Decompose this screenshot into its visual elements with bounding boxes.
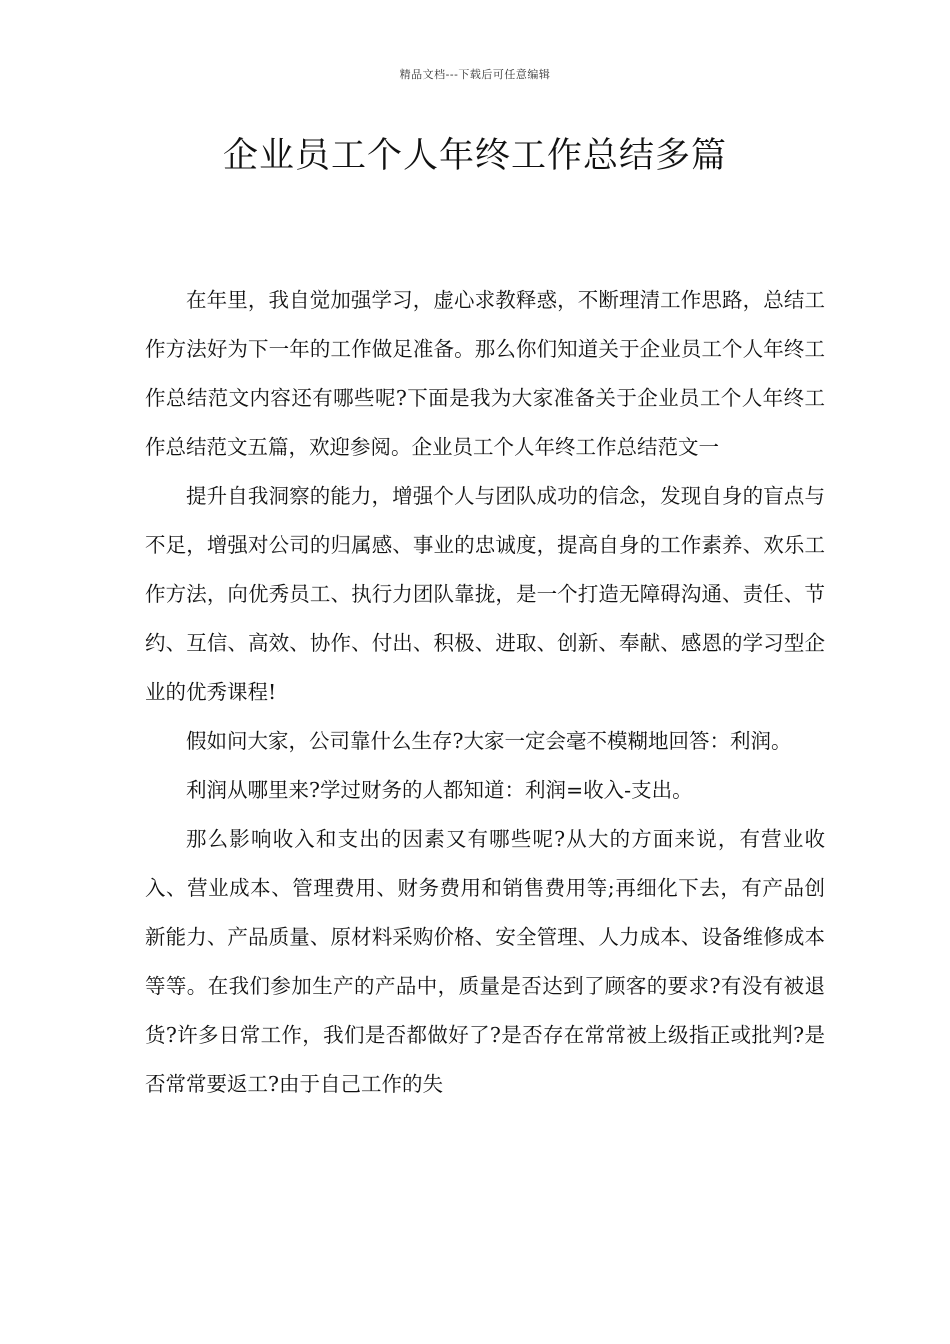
paragraph: 利润从哪里来?学过财务的人都知道：利润=收入-支出。 <box>186 778 693 802</box>
document-body <box>145 276 825 1109</box>
paragraph: 假如问大家，公司靠什么生存?大家一定会毫不模糊地回答：利润。 <box>186 729 792 753</box>
paragraph: 那么影响收入和支出的因素又有哪些呢?从大的方面来说，有营业收入、营业成本、管理费用、财务费用和销售费用等;再细化下去，有产品创新能力、产品质量、原材料采购价格、安全管理、人力成本、设备维修成本等等。在我们参加生产的产品中，质量是否达到了顾客的要求?有没有被退货?许多日常工作，我们是否都做好了?是否存在常常被上级指正或批判?是否常常要返工?由于自己工作的失 <box>145 827 825 1096</box>
header-note: 精品文档---下载后可任意编辑 <box>399 68 551 81</box>
document-title: 企业员工个人年终工作总结多篇 <box>222 136 727 176</box>
paragraph: 提升自我洞察的能力，增强个人与团队成功的信念，发现自身的盲点与不足，增强对公司的归属感、事业的忠诚度，提高自身的工作素养、欢乐工作方法，向优秀员工、执行力团队靠拢，是一个打造无障碍沟通、责任、节约、互信、高效、协作、付出、积极、进取、创新、奉献、感恩的学习型企业的优秀课程! <box>145 484 825 704</box>
paragraph: 在年里，我自觉加强学习，虚心求教释惑，不断理清工作思路，总结工作方法好为下一年的工作做足准备。那么你们知道关于企业员工个人年终工作总结范文内容还有哪些呢?下面是我为大家准备关于企业员工个人年终工作总结范文五篇，欢迎参阅。企业员工个人年终工作总结范文一 <box>145 288 825 459</box>
